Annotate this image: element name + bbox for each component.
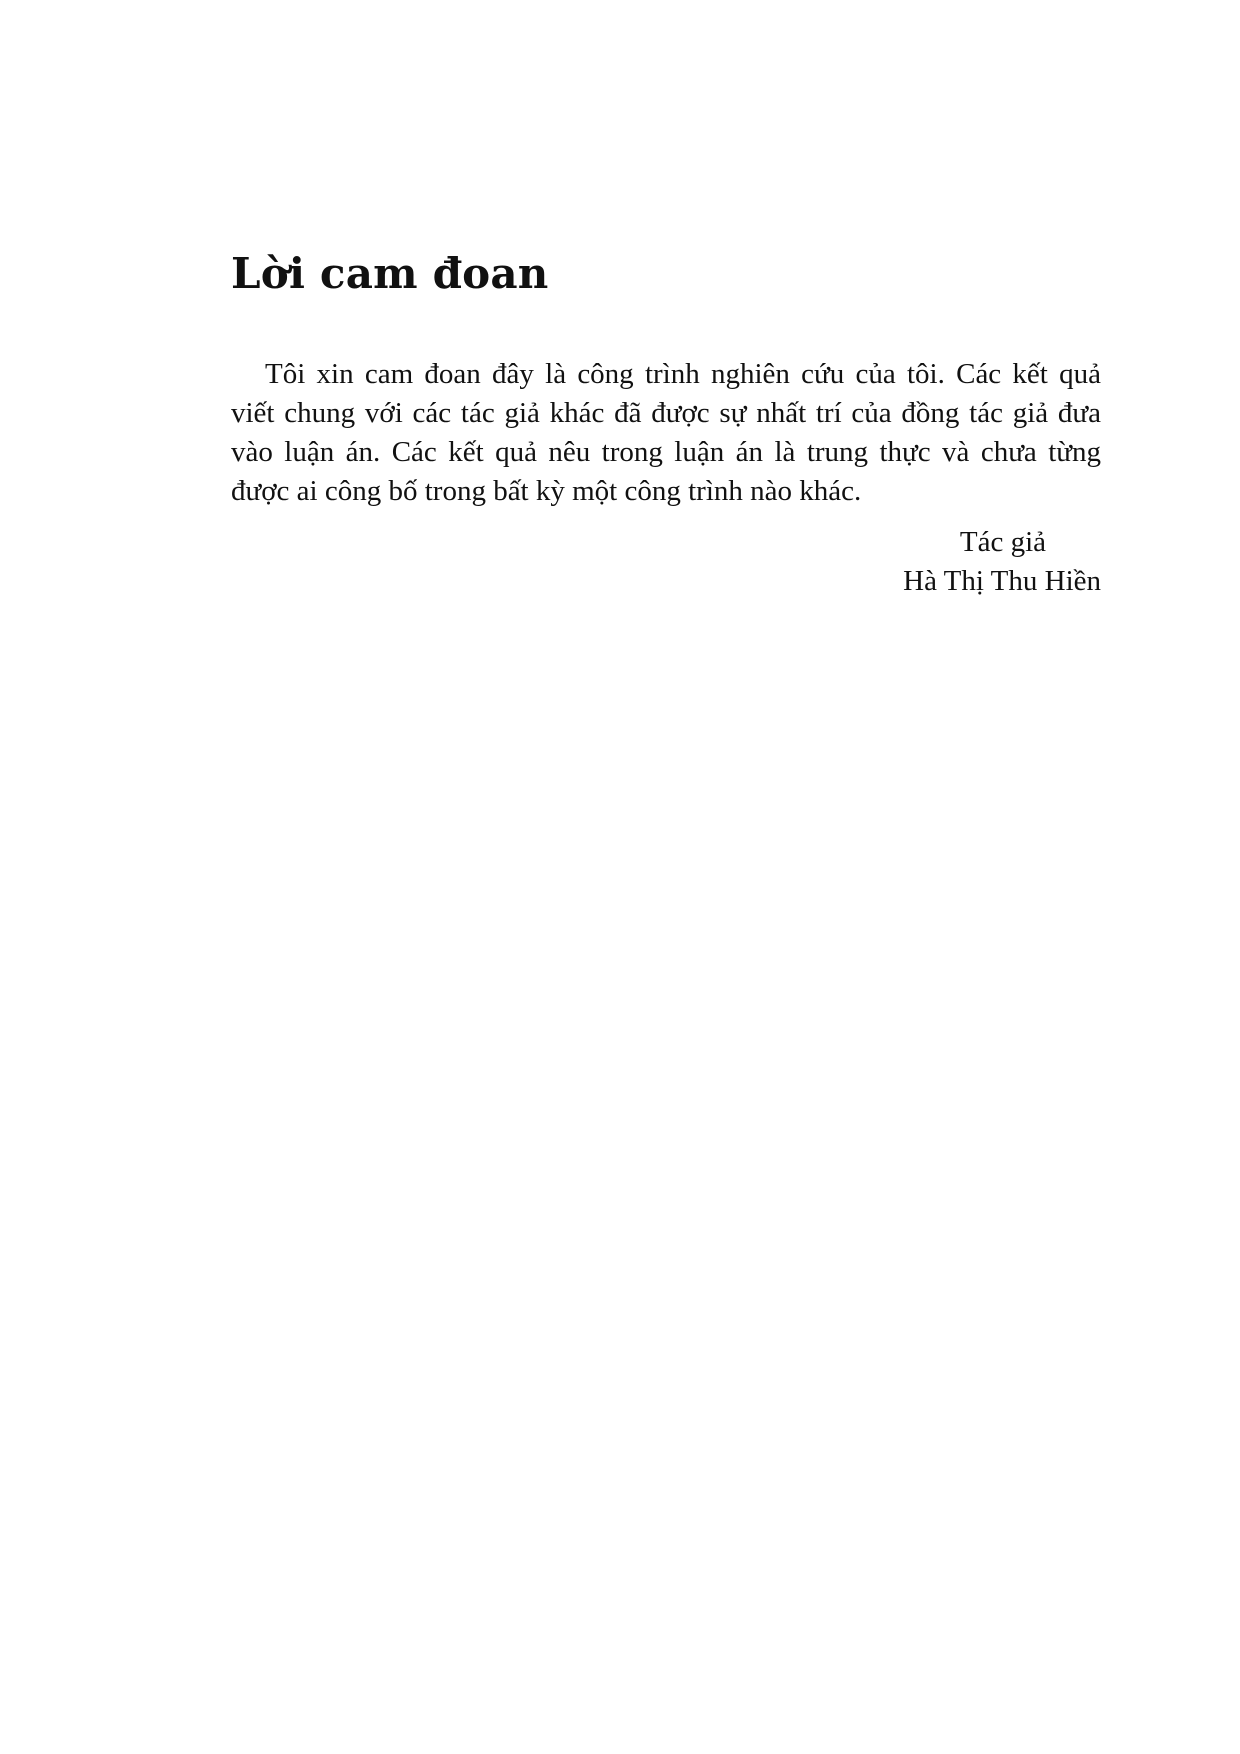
paragraph-line-4: được ai công bố trong bất kỳ một công trình nào khác.	[231, 475, 862, 507]
signature-block	[760, 523, 1101, 601]
paragraph-line-2: viết chung với các tác giả khác đã được sự nhất trí của đồng tác giả đưa	[231, 397, 1101, 429]
paragraph-line-1: Tôi xin cam đoan đây là công trình nghiên cứu của tôi. Các kết quả	[265, 358, 1101, 390]
paragraph-line-3: vào luận án. Các kết quả nêu trong luận án là trung thực và chưa từng	[231, 436, 1101, 468]
author-name: Hà Thị Thu Hiền	[903, 565, 1101, 597]
author-role-label: Tác giả	[959, 526, 1046, 558]
declaration-paragraph	[231, 355, 1101, 511]
page-title: Lời cam đoan	[231, 249, 549, 298]
